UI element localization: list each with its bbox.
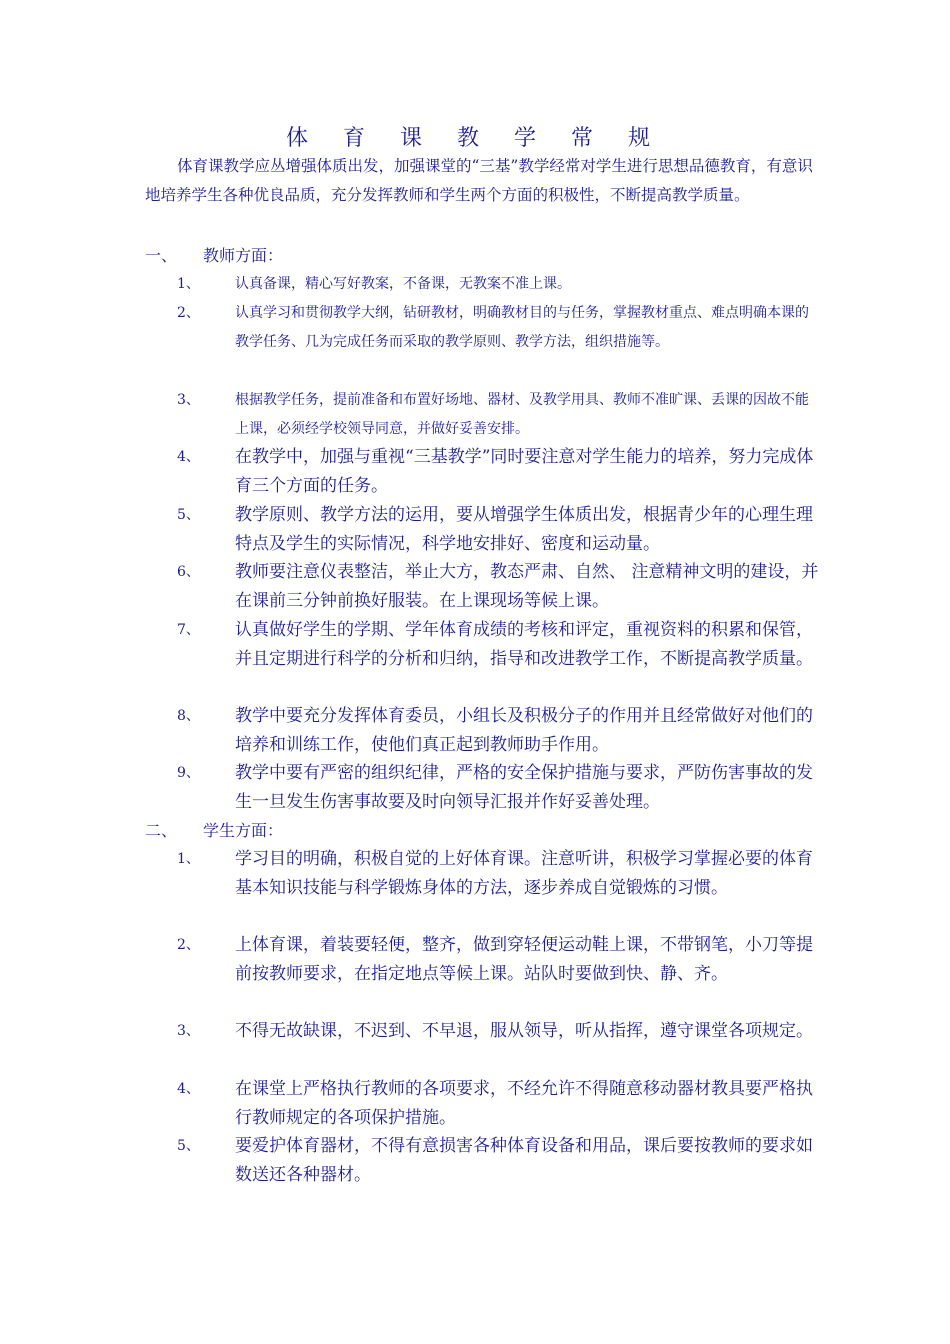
item-number: 4、: [177, 449, 200, 465]
item-text: 教师要注意仪表整洁，举止大方，教态严肃、自然、 注意精神文明的建设，并在课前三分钟前换好服装。在上课现场等候上课。: [235, 562, 819, 611]
item-text: 教学原则、教学方法的运用，要从增强学生体质出发，根据青少年的心理生理特点及学生的实际情况，科学地安排好、密度和运动量。: [235, 505, 813, 554]
intro-paragraph: 体育课教学应丛增强体质出发，加强课堂的“三基”教学经常对学生进行思想品德教育，有意识地培养学生各种优良品质，充分发挥教师和学生两个方面的积极性，不断提高教学质量。: [145, 157, 813, 204]
item-number: 3、: [177, 1023, 200, 1039]
item-number: 1、: [177, 851, 200, 867]
section-heading-teachers: [145, 241, 283, 270]
item-text: 教学中要充分发挥体育委员，小组长及积极分子的作用并且经常做好对他们的培养和训练工作，使他们真正起到教师助手作用。: [235, 706, 813, 755]
item-text: 认真备课，精心写好教案，不备课，无教案不准上课。: [235, 276, 571, 292]
item-text: 根据教学任务，提前准备和布置好场地、器材、及教学用具、教师不准旷课、丢课的因故不能上课，必须经学校领导同意，并做好妥善安排。: [235, 392, 809, 437]
item-number: 4、: [177, 1081, 200, 1097]
list-item: [177, 501, 822, 559]
item-number: 2、: [177, 937, 200, 953]
item-text: 学习目的明确，积极自觉的上好体育课。注意听讲，积极学习掌握必要的体育基本知识技能与科学锻炼身体的方法，逐步养成自觉锻炼的习惯。: [235, 849, 813, 898]
item-text: 在教学中，加强与重视“三基教学”同时要注意对学生能力的培养，努力完成体育三个方面的任务。: [235, 447, 814, 496]
item-number: 8、: [177, 708, 200, 724]
list-item: [177, 1017, 822, 1046]
section-number: 一、: [145, 246, 178, 265]
item-number: 1、: [177, 276, 200, 292]
list-item: [177, 386, 822, 444]
item-number: 9、: [177, 765, 200, 781]
list-item: [177, 270, 822, 299]
item-number: 5、: [177, 1138, 200, 1154]
item-text: 不得无故缺课，不迟到、不早退，服从领导，听从指挥，遵守课堂各项规定。: [235, 1021, 813, 1041]
list-item: [177, 931, 822, 989]
section-title: 学生方面：: [203, 821, 284, 840]
item-number: 7、: [177, 622, 200, 638]
section-number: 二、: [145, 821, 178, 840]
item-text: 教学中要有严密的组织纪律，严格的安全保护措施与要求，严防伤害事故的发生一旦发生伤害事故要及时向领导汇报并作好妥善处理。: [235, 763, 813, 812]
section-title: 教师方面：: [203, 246, 284, 265]
list-item: [177, 616, 822, 674]
item-text: 在课堂上严格执行教师的各项要求，不经允许不得随意移动器材教具要严格执行教师规定的各项保护措施。: [235, 1079, 813, 1128]
list-item: [177, 1075, 822, 1133]
item-number: 6、: [177, 564, 200, 580]
item-number: 3、: [177, 392, 200, 408]
item-text: 认真做好学生的学期、学年体育成绩的考核和评定，重视资料的积累和保管，并且定期进行科学的分析和归纳，指导和改进教学工作，不断提高教学质量。: [235, 620, 813, 669]
list-item: [177, 1132, 822, 1190]
item-number: 5、: [177, 507, 200, 523]
section-heading-students: [145, 816, 283, 845]
list-item: [177, 845, 822, 903]
list-item: [177, 299, 822, 357]
item-text: 认真学习和贯彻教学大纲，钻研教材，明确教材目的与任务，掌握教材重点、难点明确本课的教学任务、几为完成任务而采取的教学原则、教学方法，组织措施等。: [235, 305, 809, 350]
list-item: [177, 443, 822, 501]
page-title: 体 育 课 教 学 常 规: [286, 126, 664, 151]
item-text: 要爱护体育器材，不得有意损害各种体育设备和用品，课后要按教师的要求如数送还各种器材。: [235, 1136, 813, 1185]
item-text: 上体育课，着装要轻便，整齐，做到穿轻便运动鞋上课，不带钢笔，小刀等提前按教师要求，在指定地点等候上课。站队时要做到快、静、齐。: [235, 935, 813, 984]
item-number: 2、: [177, 305, 200, 321]
list-item: [177, 759, 822, 817]
list-item: [177, 558, 822, 616]
list-item: [177, 702, 822, 760]
